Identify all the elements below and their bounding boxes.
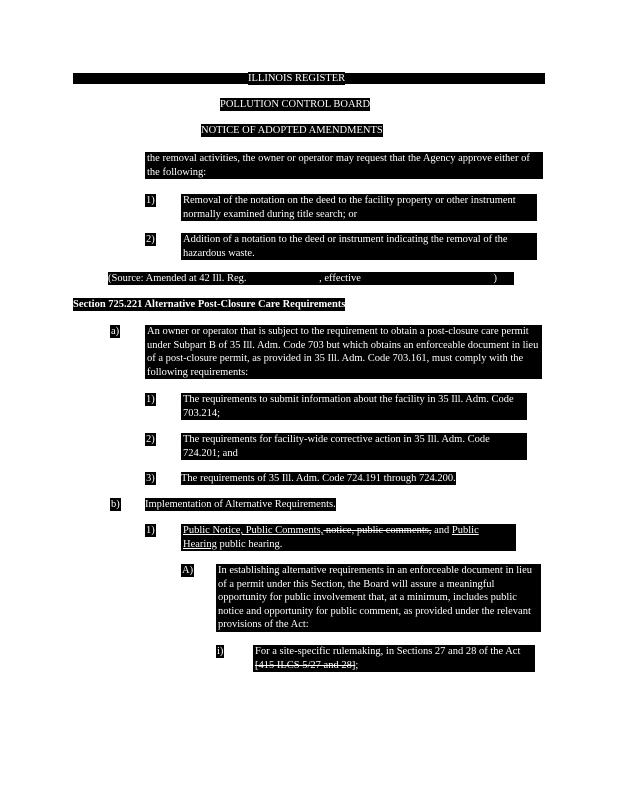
subsubitem-body: For a site-specific rulemaking, in Sections 27 and 28 of the Act [255,646,521,657]
underlined-insert: Public Notice, Public Comments, [183,525,324,536]
item-text: Removal of the notation on the deed to the facility property or other instrument normally examined during title search; or [181,194,537,221]
notice-title: NOTICE OF ADOPTED AMENDMENTS [201,125,383,136]
item-label: 2) [146,434,155,445]
subsubitem-end: ; [355,659,359,671]
source-prefix: (Source: Amended at 42 Ill. Reg. [108,273,250,284]
subsubitem-text [253,645,535,672]
subsubitem-label: i) [217,646,224,657]
source-middle: , effective [319,273,364,284]
item-text: The requirements to submit information about the facility in 35 Ill. Adm. Code 703.214; [181,393,527,420]
text-and: and [431,525,452,536]
item-label: 3) [146,473,155,484]
item-text [181,524,516,551]
struck-text: [415 ILCS 5/27 and 28] [255,659,356,671]
source-line [108,272,514,285]
subsection-label: a) [111,326,120,337]
underlined-insert: Public Hearing [183,525,479,550]
board-title: POLLUTION CONTROL BOARD [220,99,371,110]
item-label: 2) [146,234,155,245]
item-label: 1) [146,525,155,536]
register-title: ILLINOIS REGISTER [248,73,346,84]
subsection-text: Implementation of Alternative Requirements. [145,499,336,510]
item-text: Addition of a notation to the deed or instrument indicating the removal of the hazardous waste. [181,233,537,260]
item-label: 1) [146,394,155,405]
subsection-label: b) [111,499,120,510]
item-text: The requirements of 35 Ill. Adm. Code 724.191 through 724.200. [181,473,456,484]
subitem-text: In establishing alternative requirements in an enforceable document in lieu of a permit under this Section, the Board will assure a meaningful opportunity for public involvement that, at a minimum, includes public notice and opportunity for public comment, as provided under the relevant provisions of the Act: [216,564,541,632]
subsection-text: An owner or operator that is subject to the requirement to obtain a post-closure care permit under Subpart B of 35 Ill. Adm. Code 703 but which obtains an enforceable document in lieu of a post-closure permit, as provided in 35 Ill. Adm. Code 703.161, must comply with the following requirements: [145,325,542,379]
item-label: 1) [146,195,155,206]
text-rest: public hearing. [216,538,283,550]
struck-text: notice, public comments, [323,525,432,536]
subitem-label: A) [182,565,194,576]
item-text: The requirements for facility-wide corrective action in 35 Ill. Adm. Code 724.201; and [181,433,527,460]
section-heading: Section 725.221 Alternative Post-Closure Care Requirements [73,299,346,310]
source-suffix: ) [493,273,498,284]
intro-paragraph: the removal activities, the owner or operator may request that the Agency approve either of the following: [145,152,543,179]
